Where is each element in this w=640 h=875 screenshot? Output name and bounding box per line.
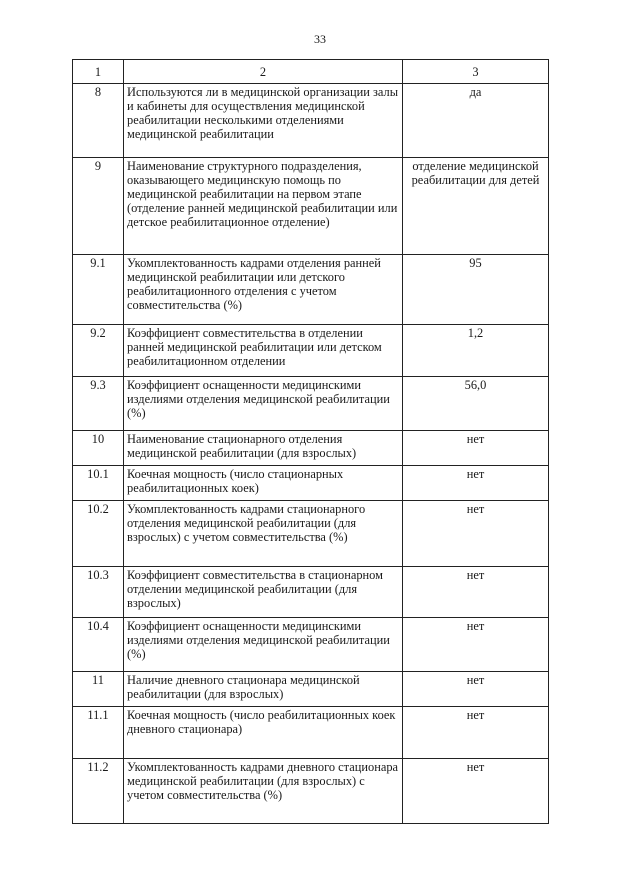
row-indicator: Наличие дневного стационара медицинской реабилитации (для взрослых) (124, 672, 403, 707)
row-value: да (403, 84, 549, 158)
table-row (73, 707, 549, 759)
row-number: 11 (73, 672, 124, 707)
column-header-1: 1 (73, 60, 124, 84)
table-row (73, 618, 549, 672)
row-indicator: Используются ли в медицинской организации залы и кабинеты для осуществления медицинской реабилитации несколькими отделениями медицинской реабилитации (124, 84, 403, 158)
column-header-3: 3 (403, 60, 549, 84)
row-number: 9.2 (73, 325, 124, 377)
row-value: нет (403, 501, 549, 567)
row-number: 11.1 (73, 707, 124, 759)
row-value: отделение медицинской реабилитации для детей (403, 158, 549, 255)
row-number: 9.3 (73, 377, 124, 431)
row-value: 56,0 (403, 377, 549, 431)
row-value: 95 (403, 255, 549, 325)
row-value: нет (403, 466, 549, 501)
row-indicator: Коэффициент оснащенности медицинскими изделиями отделения медицинской реабилитации (%) (124, 618, 403, 672)
row-value: нет (403, 672, 549, 707)
row-indicator: Наименование стационарного отделения медицинской реабилитации (для взрослых) (124, 431, 403, 466)
row-number: 10 (73, 431, 124, 466)
table-row (73, 431, 549, 466)
row-indicator: Коэффициент оснащенности медицинскими изделиями отделения медицинской реабилитации (%) (124, 377, 403, 431)
row-value: нет (403, 431, 549, 466)
row-number: 11.2 (73, 759, 124, 824)
table-row (73, 759, 549, 824)
row-indicator: Коечная мощность (число реабилитационных коек дневного стационара) (124, 707, 403, 759)
row-number: 10.2 (73, 501, 124, 567)
table-row (73, 84, 549, 158)
indicators-table (72, 59, 549, 824)
row-indicator: Коэффициент совместительства в стационарном отделении медицинской реабилитации (для взрослых) (124, 567, 403, 618)
row-indicator: Укомплектованность кадрами стационарного отделения медицинской реабилитации (для взрослых) с учетом совместительства (%) (124, 501, 403, 567)
row-indicator: Коечная мощность (число стационарных реабилитационных коек) (124, 466, 403, 501)
row-indicator: Укомплектованность кадрами отделения ранней медицинской реабилитации или детского реабилитационного отделения с учетом совместительства (%) (124, 255, 403, 325)
row-value: нет (403, 707, 549, 759)
table-row (73, 377, 549, 431)
row-value: 1,2 (403, 325, 549, 377)
table-row (73, 466, 549, 501)
table-row (73, 672, 549, 707)
table-row (73, 158, 549, 255)
row-number: 9 (73, 158, 124, 255)
row-value: нет (403, 618, 549, 672)
column-header-2: 2 (124, 60, 403, 84)
row-number: 10.3 (73, 567, 124, 618)
row-number: 10.1 (73, 466, 124, 501)
row-number: 10.4 (73, 618, 124, 672)
table-header-row (73, 60, 549, 84)
page-number: 33 (314, 32, 326, 46)
row-number: 8 (73, 84, 124, 158)
table-row (73, 501, 549, 567)
row-value: нет (403, 759, 549, 824)
row-value: нет (403, 567, 549, 618)
table-row (73, 255, 549, 325)
table-row (73, 325, 549, 377)
table-row (73, 567, 549, 618)
row-number: 9.1 (73, 255, 124, 325)
row-indicator: Укомплектованность кадрами дневного стационара медицинской реабилитации (для взрослых) с учетом совместительства (%) (124, 759, 403, 824)
row-indicator: Наименование структурного подразделения, оказывающего медицинскую помощь по медицинской реабилитации на первом этапе (отделение ранней медицинской реабилитации или детское реабилитационное отделение) (124, 158, 403, 255)
row-indicator: Коэффициент совместительства в отделении ранней медицинской реабилитации или детском реабилитационном отделении (124, 325, 403, 377)
